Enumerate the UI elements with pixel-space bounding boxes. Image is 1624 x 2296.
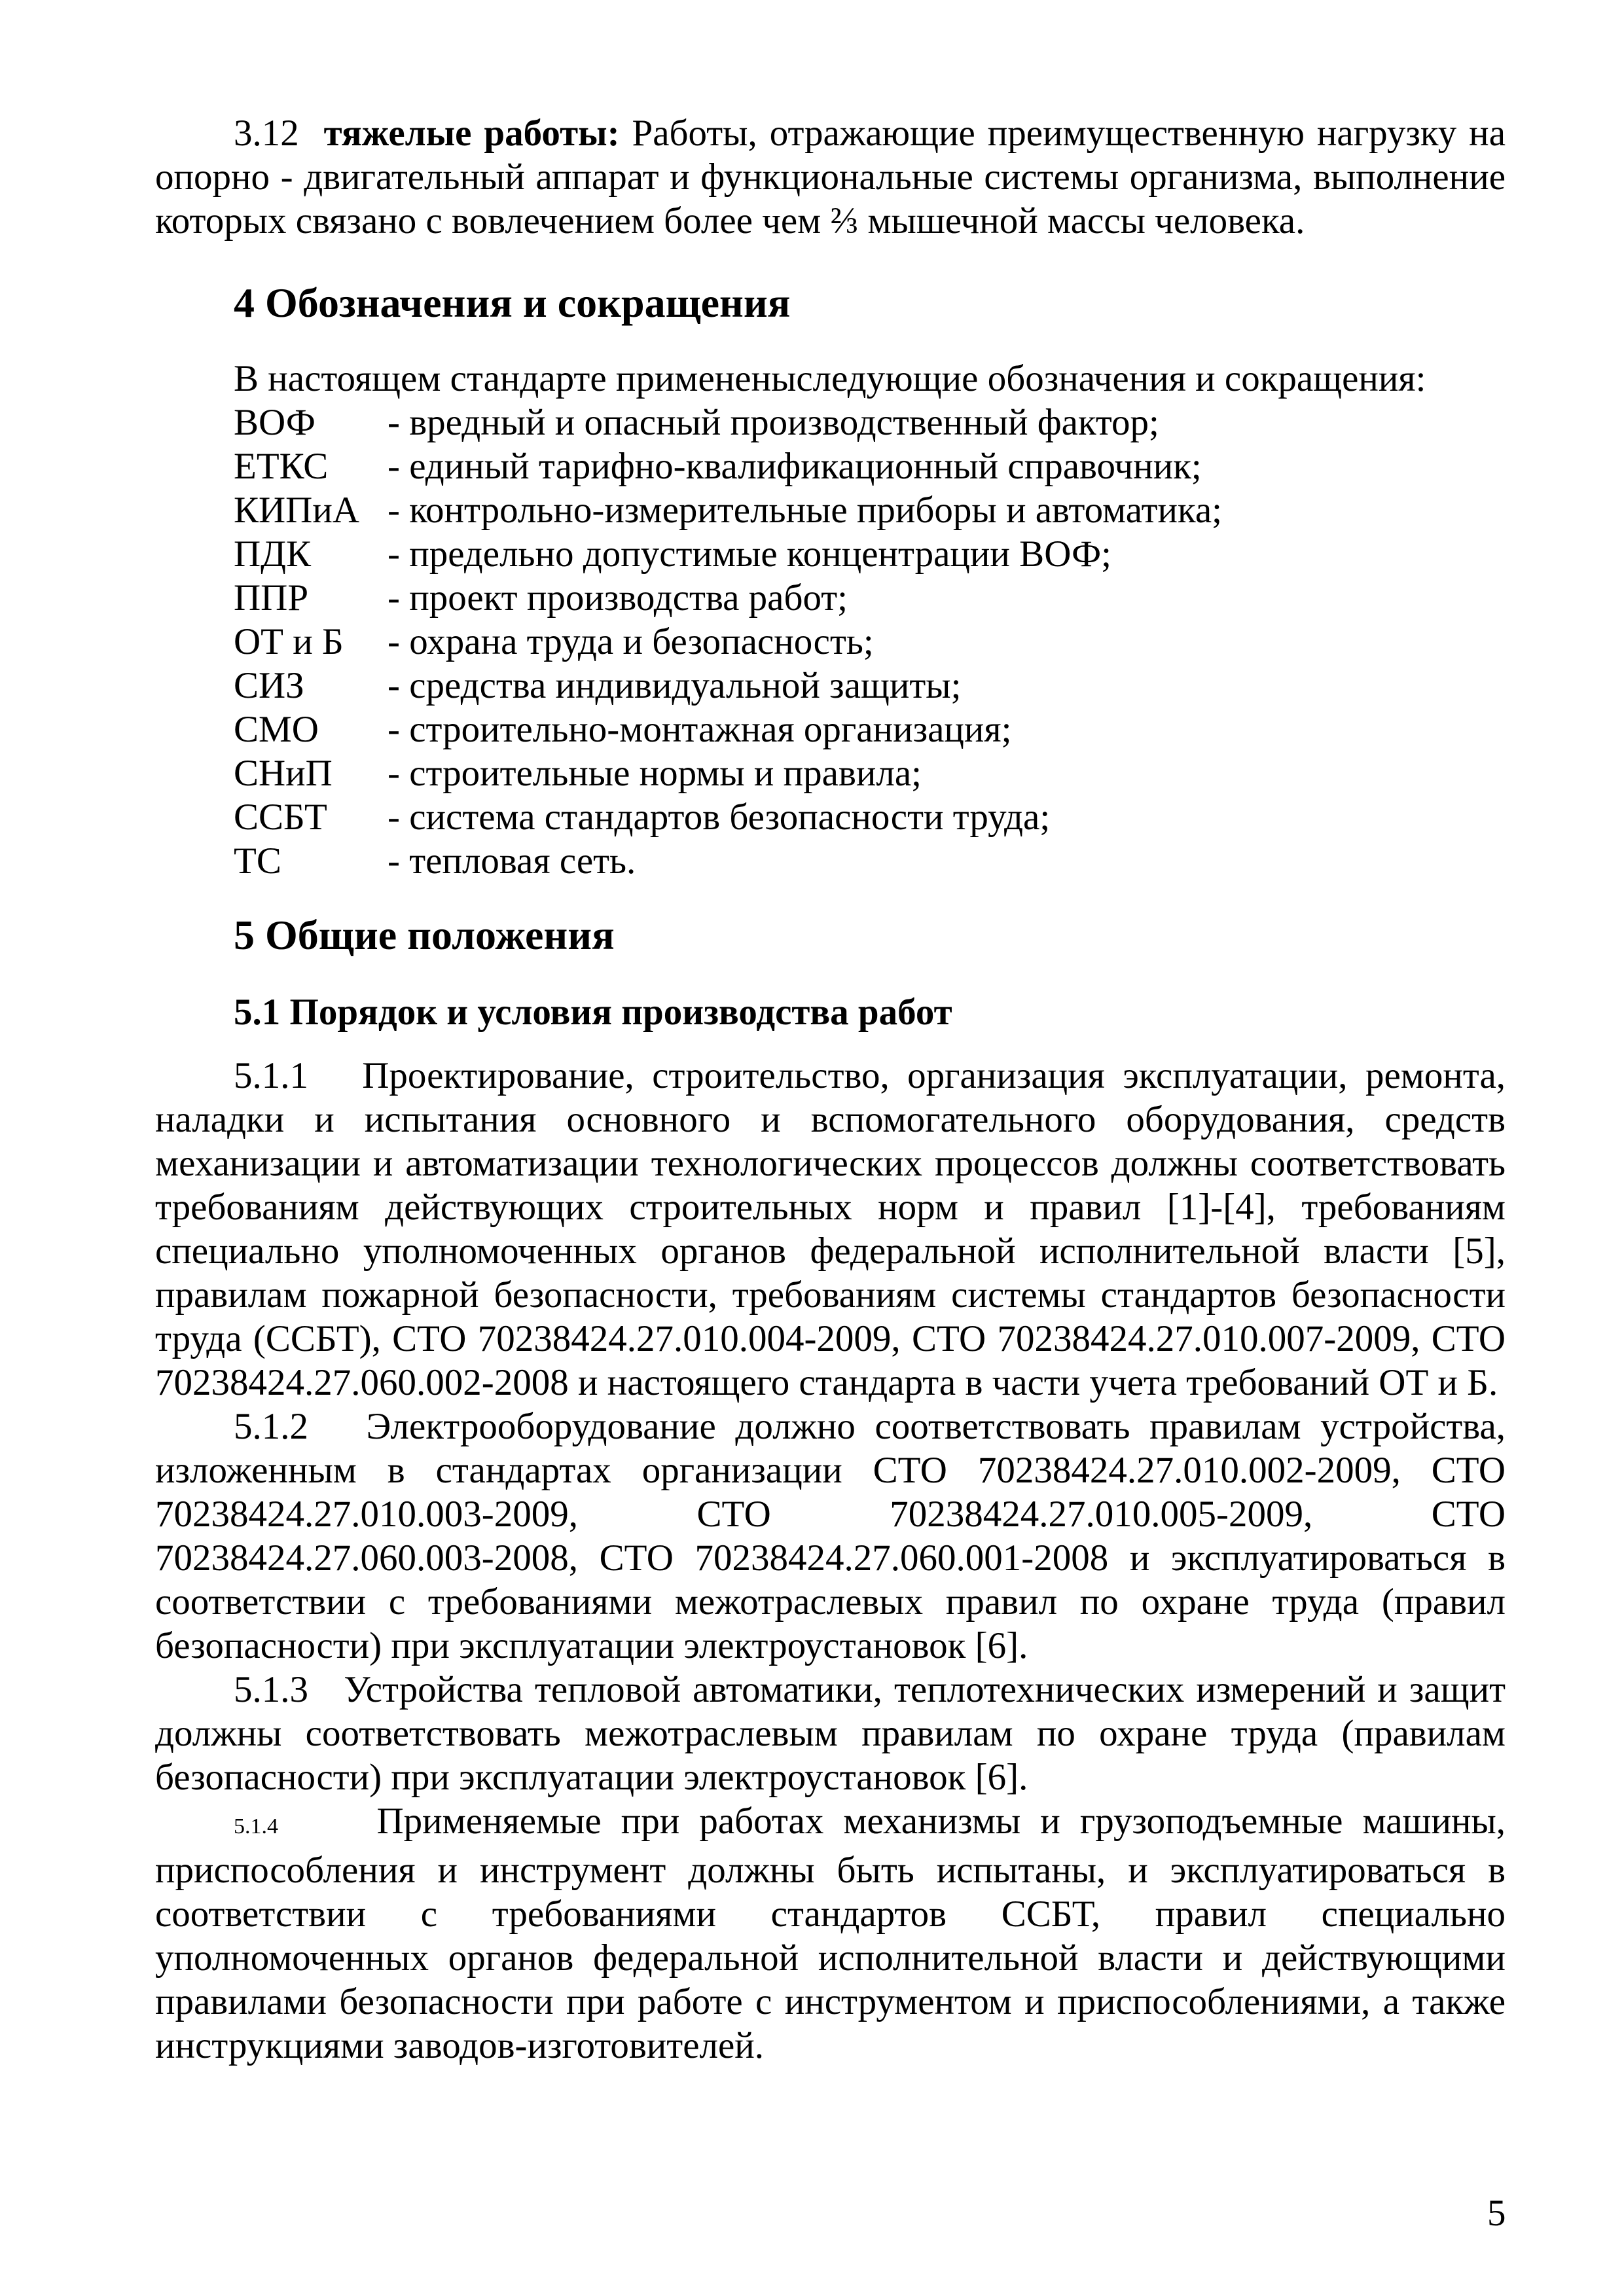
page-number: 5: [1487, 2193, 1506, 2234]
abbreviation-key: СИЗ: [234, 665, 304, 706]
abbreviation-item: [155, 401, 1506, 444]
clause-text: Применяемые при работах механизмы и грузоподъемные машины, приспособления и инструмент должны быть испытаны, и эксплуатироваться в соответствии с требованиями стандартов ССБТ, правил специально уполномоченных органов федеральной исполнительной власти и действующими правилами безопасности при работе с инструментом и приспособлениями, а также инструкциями заводов-изготовителей.: [155, 1801, 1506, 2066]
clause-5-1-3: [155, 1668, 1506, 1799]
clause-text: Электрооборудование должно соответствовать правилам устройства, изложенным в стандартах организации СТО 70238424.27.010.002-2009, СТО 70238424.27.010.003-2009, СТО 70238424.27.010.005-2009, СТО 70238424.27.060.003-2008, СТО 70238424.27.060.001-2008 и эксплуатироваться в соответствии с требованиями межотраслевых правил по охране труда (правил безопасности) при эксплуатации электроустановок [6].: [155, 1406, 1506, 1666]
abbreviation-value: - контрольно-измерительные приборы и автоматика;: [388, 490, 1222, 531]
abbreviation-item: [155, 751, 1506, 795]
clause-number: 5.1.2: [234, 1406, 308, 1447]
abbreviation-key: КИПиА: [234, 490, 360, 531]
clause-3-12: [155, 111, 1506, 243]
section-5-title: 5 Общие положения: [234, 912, 615, 958]
abbreviation-value: - строительно-монтажная организация;: [388, 709, 1012, 750]
clause-number: 5.1.1: [234, 1055, 308, 1096]
abbreviation-key: ПДК: [234, 533, 312, 575]
abbreviation-value: - строительные нормы и правила;: [388, 753, 922, 794]
abbreviation-item: [155, 795, 1506, 839]
clause-number: 5.1.3: [234, 1669, 308, 1710]
abbreviation-key: СМО: [234, 709, 319, 750]
abbreviation-key: ЕТКС: [234, 446, 329, 487]
abbreviation-item: [155, 664, 1506, 708]
abbreviation-key: ВОФ: [234, 402, 316, 443]
clause-text: Проектирование, строительство, организация эксплуатации, ремонта, наладки и испытания основного и вспомогательного оборудования, средств механизации и автоматизации технологических процессов должны соответствовать требованиям действующих строительных норм и правил [1]-[4], требованиям специально уполномоченных органов федеральной исполнительной власти [5], правилам пожарной безопасности, требованиям системы стандартов безопасности труда (ССБТ), СТО 70238424.27.010.004-2009, СТО 70238424.27.010.007-2009, СТО 70238424.27.060.002-2008 и настоящего стандарта в части учета требований ОТ и Б.: [155, 1055, 1506, 1403]
abbreviation-value: - охрана труда и безопасность;: [388, 621, 874, 662]
clause-text: Работы, отражающие преимущественную нагрузку на опорно - двигательный аппарат и функциональные системы организма, выполнение которых связано с вовлечением более чем ⅔ мышечной массы человека.: [155, 113, 1506, 242]
abbreviation-key: ППР: [234, 577, 309, 619]
clause-5-1-4: [155, 1799, 1506, 2068]
abbreviation-item: [155, 444, 1506, 488]
abbreviation-value: - средства индивидуальной защиты;: [388, 665, 962, 706]
abbreviation-item: [155, 620, 1506, 664]
abbreviation-item: [155, 532, 1506, 576]
abbreviation-item: [155, 576, 1506, 620]
subsection-5-1-title: 5.1 Порядок и условия производства работ: [234, 992, 952, 1033]
abbreviation-value: - вредный и опасный производственный фактор;: [388, 402, 1159, 443]
clause-number: 3.12: [234, 113, 299, 154]
abbreviation-key: СНиП: [234, 753, 333, 794]
abbreviation-key: ТС: [234, 840, 281, 882]
abbreviation-value: - единый тарифно-квалификационный справочник;: [388, 446, 1202, 487]
clause-5-1-2: [155, 1405, 1506, 1668]
document-page: [155, 111, 1506, 2068]
section-4-intro: В настоящем стандарте примененыследующие обозначения и сокращения:: [234, 358, 1426, 399]
abbreviation-value: - предельно допустимые концентрации ВОФ;: [388, 533, 1111, 575]
clause-text: Устройства тепловой автоматики, теплотехнических измерений и защит должны соответствовать межотраслевым правилам по охране труда (правилам безопасности) при эксплуатации электроустановок [6].: [155, 1669, 1506, 1798]
clause-5-1-1: [155, 1054, 1506, 1405]
section-4-title: 4 Обозначения и сокращения: [234, 279, 791, 326]
abbreviation-list: [155, 401, 1506, 883]
abbreviation-value: - тепловая сеть.: [388, 840, 636, 882]
abbreviation-item: [155, 839, 1506, 883]
abbreviation-value: - система стандартов безопасности труда;: [388, 797, 1051, 838]
abbreviation-key: ОТ и Б: [234, 621, 344, 662]
abbreviation-value: - проект производства работ;: [388, 577, 848, 619]
clause-number: 5.1.4: [234, 1814, 278, 1839]
abbreviation-item: [155, 488, 1506, 532]
abbreviation-key: ССБТ: [234, 797, 327, 838]
abbreviation-item: [155, 708, 1506, 751]
clause-term: тяжелые работы:: [323, 113, 620, 154]
